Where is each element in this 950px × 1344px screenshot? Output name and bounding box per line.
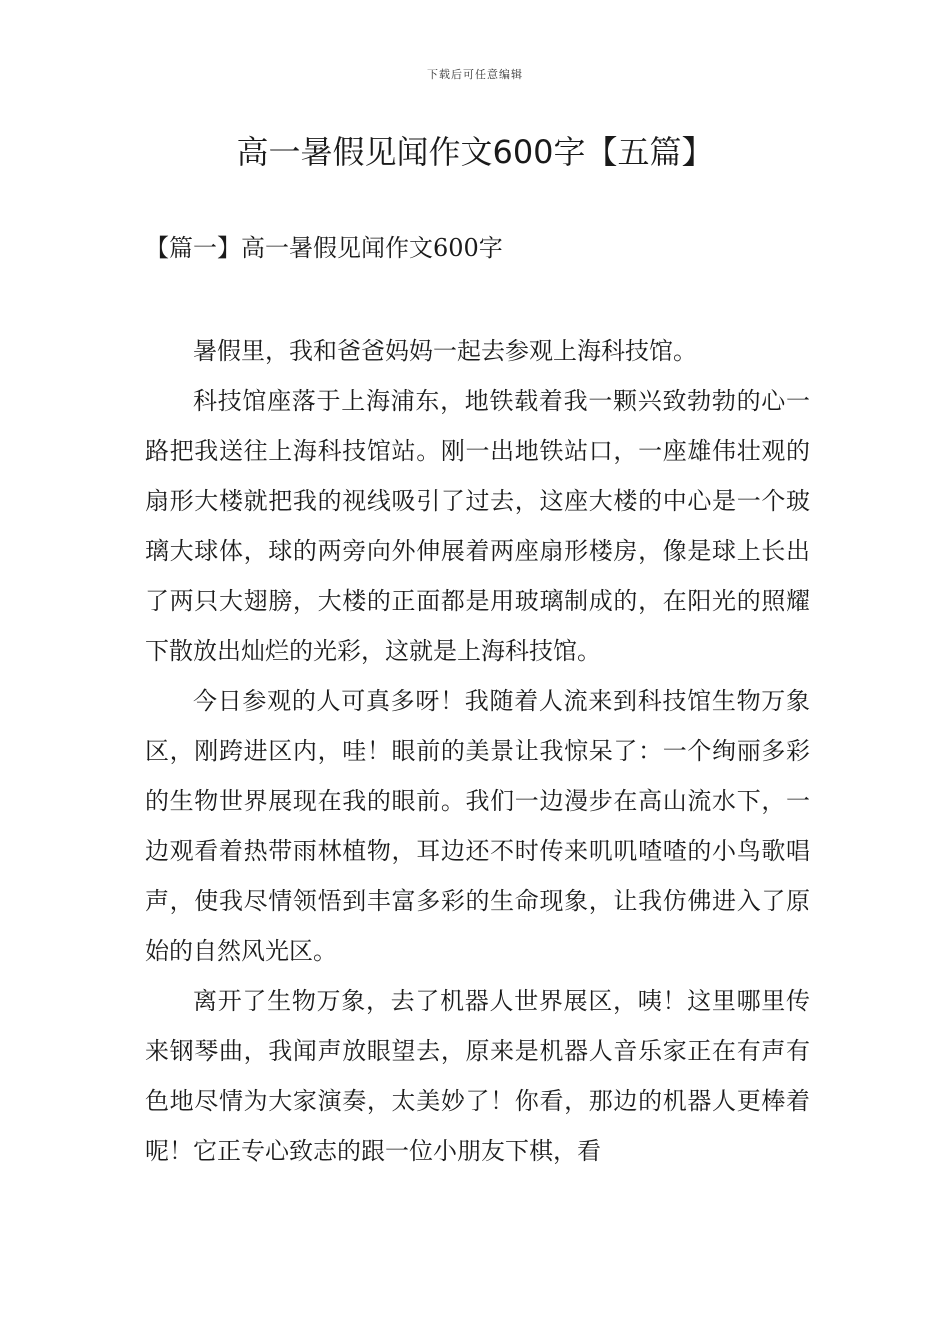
article-body — [145, 326, 810, 1176]
paragraph: 暑假里，我和爸爸妈妈一起去参观上海科技馆。 — [193, 337, 697, 365]
header-note: 下载后可任意编辑 — [427, 68, 523, 81]
paragraph: 今日参观的人可真多呀！我随着人流来到科技馆生物万象区，刚跨进区内，哇！眼前的美景让我惊呆了：一个绚丽多彩的生物世界展现在我的眼前。我们一边漫步在高山流水下，一边观看着热带雨林植物，耳边还不时传来叽叽喳喳的小鸟歌唱声，使我尽情领悟到丰富多彩的生命现象，让我仿佛进入了原始的自然风光区。 — [145, 687, 810, 965]
paragraph: 离开了生物万象，去了机器人世界展区，咦！这里哪里传来钢琴曲，我闻声放眼望去，原来是机器人音乐家正在有声有色地尽情为大家演奏，太美妙了！你看，那边的机器人更棒着呢！它正专心致志的跟一位小朋友下棋，看 — [145, 987, 810, 1165]
paragraph: 科技馆座落于上海浦东，地铁载着我一颗兴致勃勃的心一路把我送往上海科技馆站。刚一出地铁站口，一座雄伟壮观的扇形大楼就把我的视线吸引了过去，这座大楼的中心是一个玻璃大球体，球的两旁向外伸展着两座扇形楼房，像是球上长出了两只大翅膀，大楼的正面都是用玻璃制成的，在阳光的照耀下散放出灿烂的光彩，这就是上海科技馆。 — [145, 387, 810, 665]
document-title: 高一暑假见闻作文600字【五篇】 — [236, 133, 714, 171]
section-heading: 【篇一】高一暑假见闻作文600字 — [145, 234, 503, 262]
